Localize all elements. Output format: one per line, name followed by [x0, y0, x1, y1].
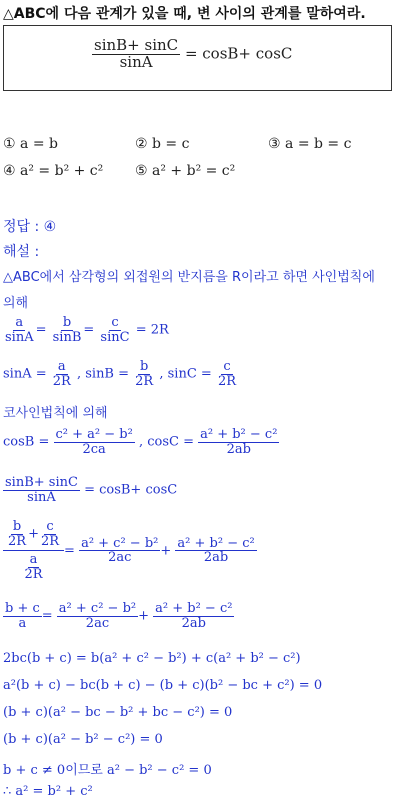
- sin-c-den: 2R: [217, 373, 237, 389]
- sin-values: [3, 360, 238, 388]
- cos-b-lhs: cosB =: [3, 434, 50, 450]
- complex-frac-num: [3, 520, 64, 551]
- step-1: 2bc(b + c) = b(a² + c² − b²) + c(a² + b² − c²): [3, 651, 301, 666]
- option-2: [135, 136, 189, 152]
- sines-frac-b-num: b: [62, 315, 72, 330]
- sub-r1-num: a² + c² − b²: [81, 535, 159, 551]
- given-num: sinB+ sinC: [5, 475, 78, 490]
- question-text: [3, 3, 366, 23]
- step-3: (b + c)(a² − bc − b² + bc − c²) = 0: [3, 705, 233, 720]
- given-equation: [3, 476, 177, 504]
- sub-r2-frac: [175, 537, 256, 565]
- equation-box: [3, 25, 392, 91]
- sub-b-frac: [6, 520, 28, 548]
- substituted-equation: $\frac{b}{2R}$ + $\frac{c}{2R}$ $\frac{a}{2R}$ = $\frac{\text{a² + c² − b²}}{2ac}$ + $\frac{\text{a² + b² − c²}}{2ab}$: [3, 520, 257, 582]
- sub-b-den: 2R: [8, 533, 27, 549]
- sin-c-lhs: , sinC =: [159, 366, 212, 382]
- option-2-num: ②: [135, 136, 148, 152]
- sub-r2-num: a² + b² − c²: [177, 535, 255, 551]
- box-rhs: = cosB+ cosC: [184, 44, 293, 63]
- option-4-text: a² = b² + c²: [20, 163, 104, 179]
- sin-b-num: b: [140, 359, 149, 374]
- simp-l-num: b + c: [5, 601, 40, 616]
- solution-intro-2: 의해: [3, 296, 29, 311]
- cos-law-label: 코사인법칙에 의해: [3, 406, 108, 421]
- sines-frac-a-den: sinA: [5, 329, 34, 345]
- box-fraction-num: sinB+ sinC: [94, 36, 179, 54]
- option-1-num: ①: [3, 136, 16, 152]
- simp-r1-frac: [57, 602, 138, 630]
- simp-r1-den: 2ac: [85, 615, 110, 631]
- sines-rhs: = 2R: [135, 322, 169, 338]
- option-3: [268, 136, 351, 152]
- box-equation: [92, 38, 292, 71]
- box-fraction: [92, 38, 180, 71]
- sub-b-num: b: [12, 519, 22, 534]
- option-4: [3, 163, 103, 179]
- law-of-sines: $\frac{a}{\sin A}$ = $\frac{b}{\sin B}$ = $\frac{c}{\sin C}$ = 2R: [5, 315, 169, 345]
- cos-b-den: 2ca: [82, 441, 106, 457]
- given-frac: [3, 476, 80, 504]
- sines-frac-a-num: a: [15, 315, 24, 330]
- sin-b-frac: [133, 360, 155, 388]
- triangle-symbol: △: [3, 6, 14, 22]
- sines-frac-c: [98, 316, 131, 344]
- cos-c-den: 2ab: [226, 441, 251, 457]
- simp-l-frac: [3, 602, 42, 630]
- sines-frac-b-den: sinB: [52, 329, 82, 345]
- option-5: [135, 163, 235, 179]
- sub-r1-frac: [79, 537, 160, 565]
- simp-r2-den: 2ab: [181, 615, 206, 631]
- simp-r1-num: a² + c² − b²: [58, 601, 137, 616]
- step-2: a²(b + c) − bc(b + c) − (b + c)(b² − bc + c²) = 0: [3, 678, 323, 693]
- sub-r2-den: 2ab: [203, 550, 229, 566]
- option-3-num: ③: [268, 136, 281, 152]
- option-1: [3, 136, 58, 152]
- sin-c-frac: [216, 360, 238, 388]
- simplified-equation: $\frac{b + c}{a}$ = $\frac{\text{a² + c² − b²}}{2ac}$ + $\frac{\text{a² + b² − c²}}{2ab}$: [5, 601, 233, 631]
- solution-label: 해설 :: [3, 244, 40, 260]
- option-3-text: a = b = c: [285, 136, 352, 152]
- sub-a-frac: [22, 553, 44, 581]
- option-5-num: ⑤: [135, 163, 148, 179]
- sin-a-frac: [51, 360, 73, 388]
- option-2-text: b = c: [152, 136, 190, 152]
- option-1-text: a = b: [20, 136, 58, 152]
- cos-c-frac: [198, 428, 279, 456]
- sub-a-num: a: [29, 552, 38, 568]
- sub-c-den: 2R: [40, 533, 60, 549]
- answer-label: 정답 : ④: [3, 219, 57, 235]
- step-6: ∴ a² = b² + c²: [3, 784, 93, 799]
- question-body: ABC에 다음 관계가 있을 때, 변 사이의 관계를 말하여라.: [13, 6, 366, 22]
- sub-plus: +: [28, 526, 39, 542]
- cos-c-num: a² + b² − c²: [200, 427, 278, 442]
- sin-c-num: c: [223, 359, 231, 374]
- option-4-num: ④: [3, 163, 16, 179]
- sin-a-num: a: [57, 359, 66, 374]
- sines-frac-c-num: c: [111, 315, 119, 330]
- sines-frac-b: [51, 316, 84, 344]
- sines-frac-c-den: sinC: [100, 329, 130, 345]
- option-5-text: a² + b² = c²: [152, 163, 236, 179]
- sub-c-frac: [39, 520, 61, 548]
- sin-b-lhs: , sinB =: [76, 366, 130, 382]
- cos-c-lhs: , cosC =: [138, 434, 194, 450]
- solution-intro-1: △ABC에서 삼각형의 외접원의 반지름을 R이라고 하면 사인법칙에: [3, 270, 375, 285]
- complex-frac-den: [20, 551, 46, 581]
- sin-b-den: 2R: [135, 373, 154, 389]
- given-den: sinA: [27, 489, 56, 505]
- sines-frac-a: [3, 316, 36, 344]
- given-rhs: = cosB+ cosC: [84, 482, 178, 498]
- cos-values: [3, 428, 279, 456]
- step-5: b + c ≠ 0이므로 a² − b² − c² = 0: [3, 763, 212, 778]
- complex-frac: [3, 520, 64, 582]
- cos-b-frac: [54, 428, 135, 456]
- simp-r2-num: a² + b² − c²: [155, 601, 233, 616]
- simp-r2-frac: [153, 602, 234, 630]
- cos-b-num: c² + a² − b²: [55, 427, 133, 442]
- simp-l-den: a: [18, 615, 27, 631]
- sin-a-den: 2R: [52, 373, 71, 389]
- step-4: (b + c)(a² − b² − c²) = 0: [3, 732, 163, 747]
- sub-c-num: c: [46, 519, 54, 534]
- sub-a-den: 2R: [24, 566, 43, 582]
- box-fraction-den: sinA: [119, 52, 153, 71]
- sin-a-lhs: sinA =: [3, 366, 47, 382]
- sub-r1-den: 2ac: [108, 550, 132, 566]
